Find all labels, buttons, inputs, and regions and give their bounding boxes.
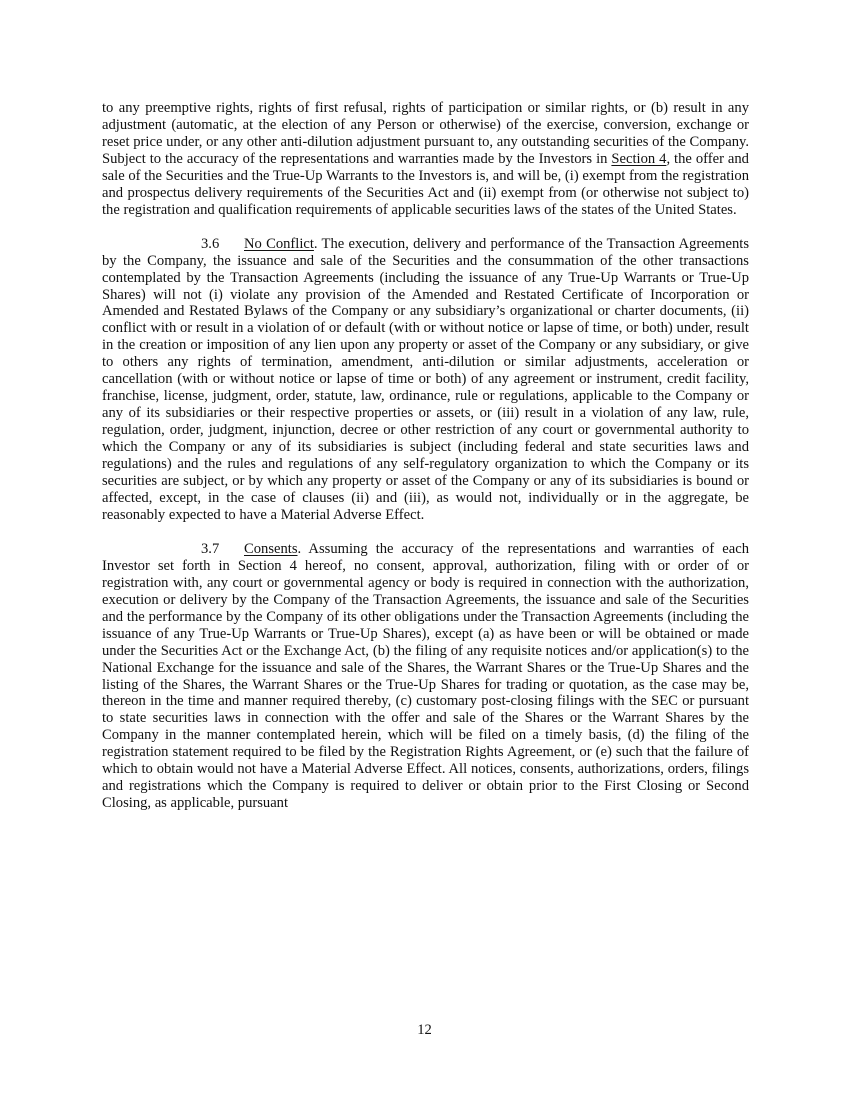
section-4-reference: Section 4 xyxy=(611,150,667,167)
section-3-7-paragraph xyxy=(102,541,749,812)
document-page xyxy=(102,100,749,829)
section-3-6-number: 3.6 xyxy=(201,235,220,252)
section-3-6-body: . The execution, delivery and performance of the Transaction Agreements by the Company, the issuance and sale of the Securities and the consummation of the other transactions contemplated by the Transaction Agreements (including the issuance of any True-Up Warrants or True-Up Shares) will not (i) violate any provision of the Amended and Restated Certificate of Incorporation or Amended and Restated Bylaws of the Company or any subsidiary’s organizational or charter documents, (ii) conflict with or result in a violation of or default (with or without notice or lapse of time, or both) under, result in the creation or imposition of any lien upon any property or asset of the Company or any subsidiary, or give to others any rights of termination, amendment, anti-dilution or similar adjustments, acceleration or cancellation (with or without notice or lapse of time or both) of any agreement or instrument, credit facility, franchise, license, judgment, order, statute, law, ordinance, rule or regulations, applicable to the Company or any of its subsidiaries or their respective properties or assets, or (iii) result in a violation of any law, rule, regulation, order, judgment, injunction, decree or other restriction of any court or governmental authority to which the Company or any of its subsidiaries is subject (including federal and state securities laws and regulations) and the rules and regulations of any self-regulatory organization to which the Company or its securities are subject, or by which any property or asset of the Company or any of its subsidiaries is bound or affected, except, in the case of clauses (ii) and (iii), as would not, individually or in the aggregate, be reasonably expected to have a Material Adverse Effect. xyxy=(102,235,749,523)
section-3-7-heading: Consents xyxy=(244,540,298,557)
continuation-paragraph xyxy=(102,100,749,219)
section-3-7-number: 3.7 xyxy=(201,540,220,557)
continuation-text-after: , the offer and sale of the Securities and the True-Up Warrants to the Investors is, and will be, (i) exempt from the registration and prospectus delivery requirements of the Securities Act and (ii) exempt from (or otherwise not subject to) the registration and qualification requirements of applicable securities laws of the states of the United States. xyxy=(102,150,749,218)
section-3-6-paragraph xyxy=(102,236,749,524)
continuation-text-before: to any preemptive rights, rights of first refusal, rights of participation or similar rights, or (b) result in any adjustment (automatic, at the election of any Person or otherwise) of the exercise, conversion, exchange or reset price under, or any other anti-dilution adjustment pursuant to, any outstanding securities of the Company. Subject to the accuracy of the representations and warranties made by the Investors in xyxy=(102,100,749,167)
section-3-7-body: . Assuming the accuracy of the representations and warranties of each Investor set forth in Section 4 hereof, no consent, approval, authorization, filing with or order of or registration with, any court or governmental agency or body is required in connection with the authorization, execution or delivery by the Company of the Transaction Agreements, the issuance and sale of the Securities and the performance by the Company of its other obligations under the Transaction Agreements (including the issuance of any True-Up Warrants or True-Up Shares), except (a) as have been or will be obtained or made under the Securities Act or the Exchange Act, (b) the filing of any requisite notices and/or application(s) to the National Exchange for the issuance and sale of the Shares, the Warrant Shares or the True-Up Shares and the listing of the Shares, the Warrant Shares or the True-Up Shares for trading or quotation, as the case may be, thereon in the time and manner required thereby, (c) customary post-closing filings with the SEC or pursuant to state securities laws in connection with the offer and sale of the Shares or the Warrant Shares by the Company in the manner contemplated herein, which will be filed on a timely basis, (d) the filing of the registration statement required to be filed by the Registration Rights Agreement, or (e) such that the failure of which to obtain would not have a Material Adverse Effect. All notices, consents, authorizations, orders, filings and registrations which the Company is required to deliver or obtain prior to the First Closing or Second Closing, as applicable, pursuant xyxy=(102,540,749,812)
page-number: 12 xyxy=(417,1022,432,1038)
section-3-6-heading: No Conflict xyxy=(244,235,314,252)
